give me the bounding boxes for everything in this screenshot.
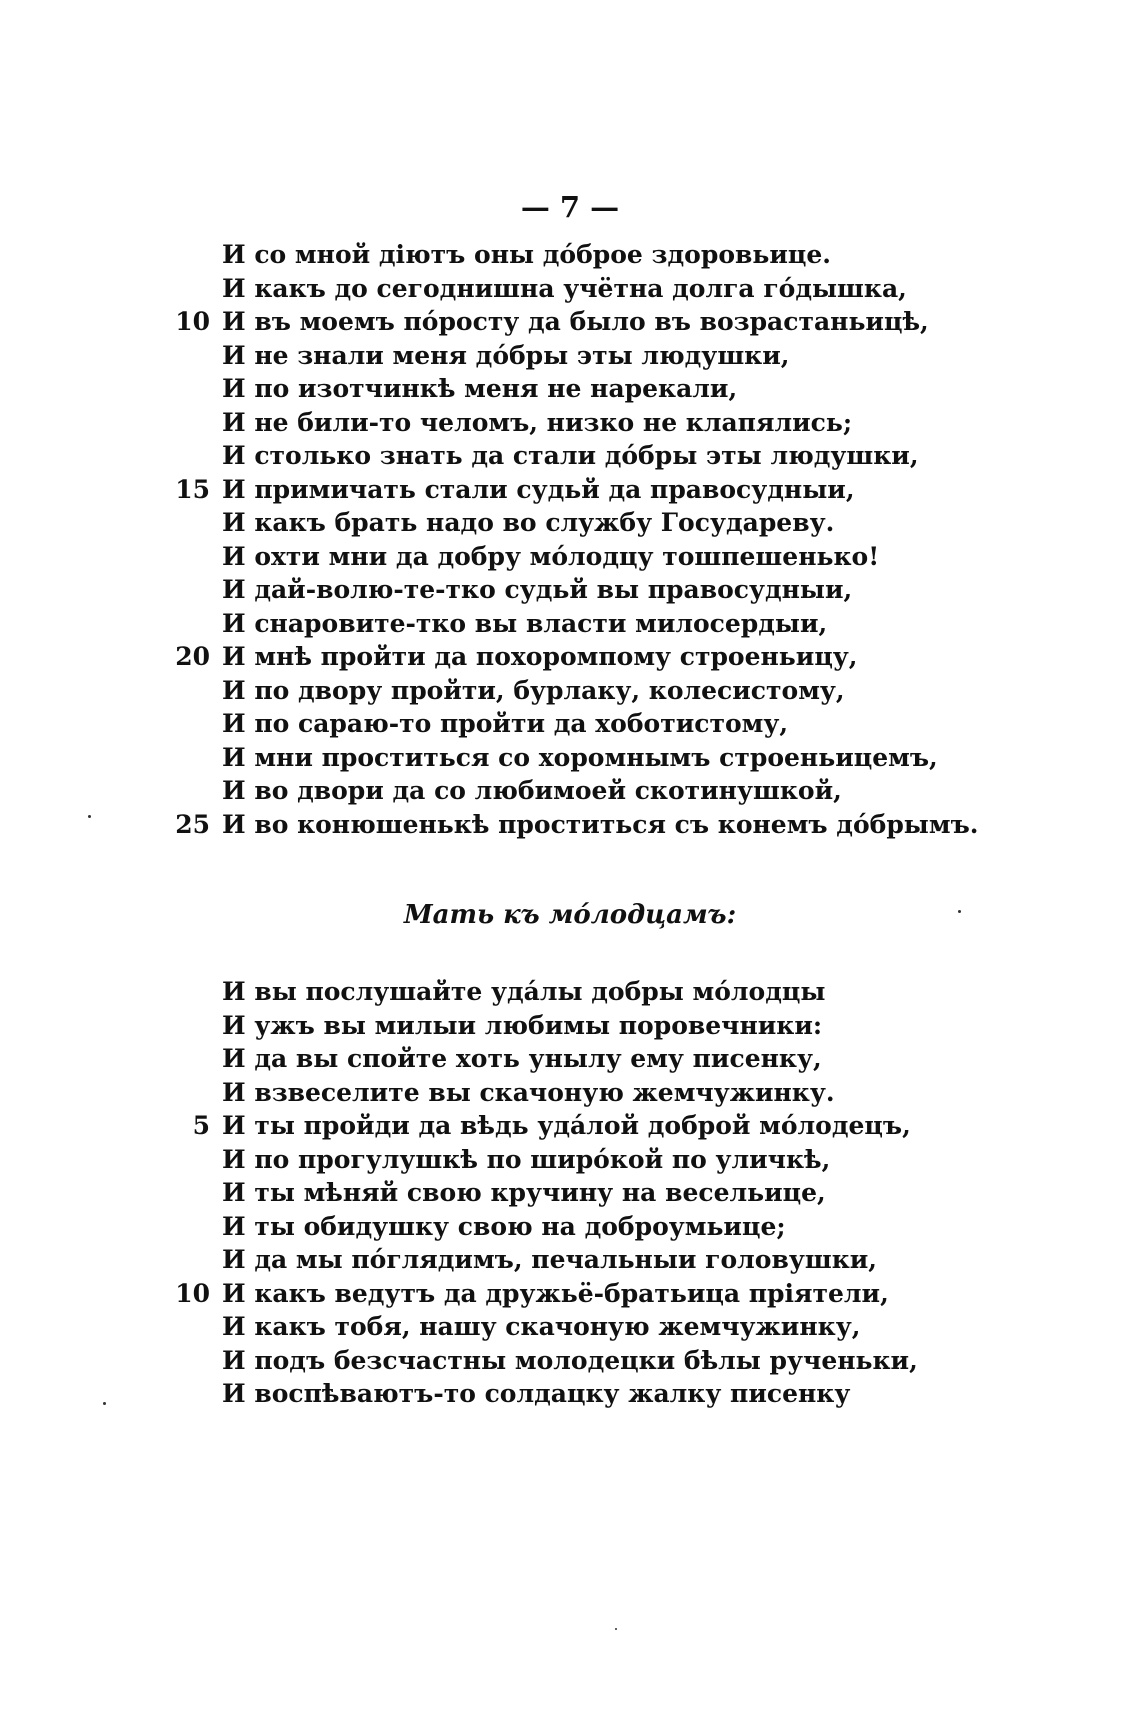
verse-line — [0, 808, 1140, 842]
verse-text: И какъ брать надо во службу Государеву. — [222, 508, 835, 537]
verse-text: И подъ безсчастны молодецки бѣлы рученьки, — [222, 1345, 918, 1375]
verse-line — [0, 439, 1140, 473]
verse-text: И во двори да со любимоей скотинушкой, — [222, 776, 842, 805]
verse-text: И по двору пройти, бурлаку, колесистому, — [222, 675, 845, 705]
verse-text: И не били-то челомъ, низко не клапялись; — [222, 407, 853, 437]
verse-line — [0, 1076, 1140, 1110]
verse-text: И какъ тобя, нашу скачоную жемчужинку, — [222, 1312, 861, 1341]
verse-line — [0, 272, 1140, 306]
verse-line — [0, 540, 1140, 574]
verse-text: И охти мни да добру мóлодцу тошпешенько! — [222, 541, 880, 571]
verse-text: И какъ ведутъ да дружьё-братьица прiятели, — [222, 1278, 889, 1308]
verse-line — [0, 372, 1140, 406]
verse-text: И со мной дiютъ оны дóброе здоровьице. — [222, 240, 831, 269]
verse-text: И по сараю-то пройти да хоботистому, — [222, 709, 789, 738]
verse-text: И во конюшенькѣ проститься съ конемъ дóбрымъ. — [222, 809, 979, 839]
verse-line — [0, 741, 1140, 775]
verse-line — [0, 1310, 1140, 1344]
verse-text: И дай-волю-те-тко судьй вы правосудныи, — [222, 575, 853, 604]
verse-line — [0, 607, 1140, 641]
verse-text: И мнѣ пройти да похоромпому строеньицу, — [222, 642, 858, 671]
verse-line — [0, 1210, 1140, 1244]
verse-text: И ты обидушку свою на доброумьице; — [222, 1211, 786, 1241]
verse-line — [0, 1243, 1140, 1277]
verse-line — [0, 506, 1140, 540]
verse-line — [0, 238, 1140, 272]
verse-line — [0, 1377, 1140, 1411]
verse-line — [0, 406, 1140, 440]
paper-speck — [958, 910, 961, 913]
verse-text: И вы послушайте удáлы добры мóлодцы — [222, 977, 826, 1006]
verse-line — [0, 339, 1140, 373]
verse-text: И снаровите-тко вы власти милосердыи, — [222, 608, 828, 638]
verse-line — [0, 305, 1140, 339]
verse-line — [0, 707, 1140, 741]
verse-text: И по прогулушкѣ по ширóкой по уличкѣ, — [222, 1144, 831, 1174]
verse-text: И примичать стали судьй да правосудныи, — [222, 474, 855, 504]
verse-line — [0, 1176, 1140, 1210]
verse-text: И по изотчинкѣ меня не нарекали, — [222, 374, 738, 403]
verse-text: И взвеселите вы скачоную жемчужинку. — [222, 1077, 835, 1107]
paper-speck — [88, 815, 91, 818]
verse-text: И ты пройди да вѣдь удáлой доброй мóлодецъ, — [222, 1111, 911, 1140]
verse-line — [0, 774, 1140, 808]
verse-line — [0, 1009, 1140, 1043]
verse-text: И да вы спойте хоть унылу ему писенку, — [222, 1044, 822, 1073]
line-number: 10 — [175, 307, 210, 336]
poem-stanza-2 — [0, 975, 1140, 1411]
verse-text: И какъ до сегоднишна учётна долга гóдышка, — [222, 273, 907, 303]
verse-line — [0, 473, 1140, 507]
verse-line — [0, 573, 1140, 607]
line-number: 20 — [175, 642, 210, 671]
verse-text: И въ моемъ пóросту да было въ возрастаньицѣ, — [222, 307, 929, 336]
verse-line — [0, 1344, 1140, 1378]
line-number: 5 — [192, 1111, 210, 1140]
poem-stanza-1 — [0, 238, 1140, 841]
paper-speck — [615, 1628, 617, 1630]
verse-text: И ужъ вы милыи любимы поровечники: — [222, 1010, 823, 1040]
verse-line — [0, 1277, 1140, 1311]
verse-text: И воспѣваютъ-то солдацку жалку писенку — [222, 1379, 851, 1408]
verse-line — [0, 640, 1140, 674]
line-number: 10 — [175, 1278, 210, 1308]
verse-text: И да мы пóглядимъ, печальныи головушки, — [222, 1245, 878, 1274]
verse-text: И не знали меня дóбры эты людушки, — [222, 340, 790, 370]
line-number: 15 — [175, 474, 210, 504]
verse-line — [0, 1042, 1140, 1076]
verse-line — [0, 1109, 1140, 1143]
verse-line — [0, 975, 1140, 1009]
section-heading: Мать къ мóлодцамъ: — [403, 900, 737, 930]
page-number: — 7 — — [520, 190, 620, 224]
verse-line — [0, 674, 1140, 708]
line-number: 25 — [175, 809, 210, 839]
verse-text: И ты мѣняй свою кручину на весельице, — [222, 1178, 826, 1207]
verse-text: И столько знать да стали дóбры эты людушки, — [222, 441, 919, 470]
paper-speck — [103, 1402, 106, 1405]
verse-text: И мни проститься со хоромнымъ строеньицемъ, — [222, 742, 938, 772]
verse-line — [0, 1143, 1140, 1177]
